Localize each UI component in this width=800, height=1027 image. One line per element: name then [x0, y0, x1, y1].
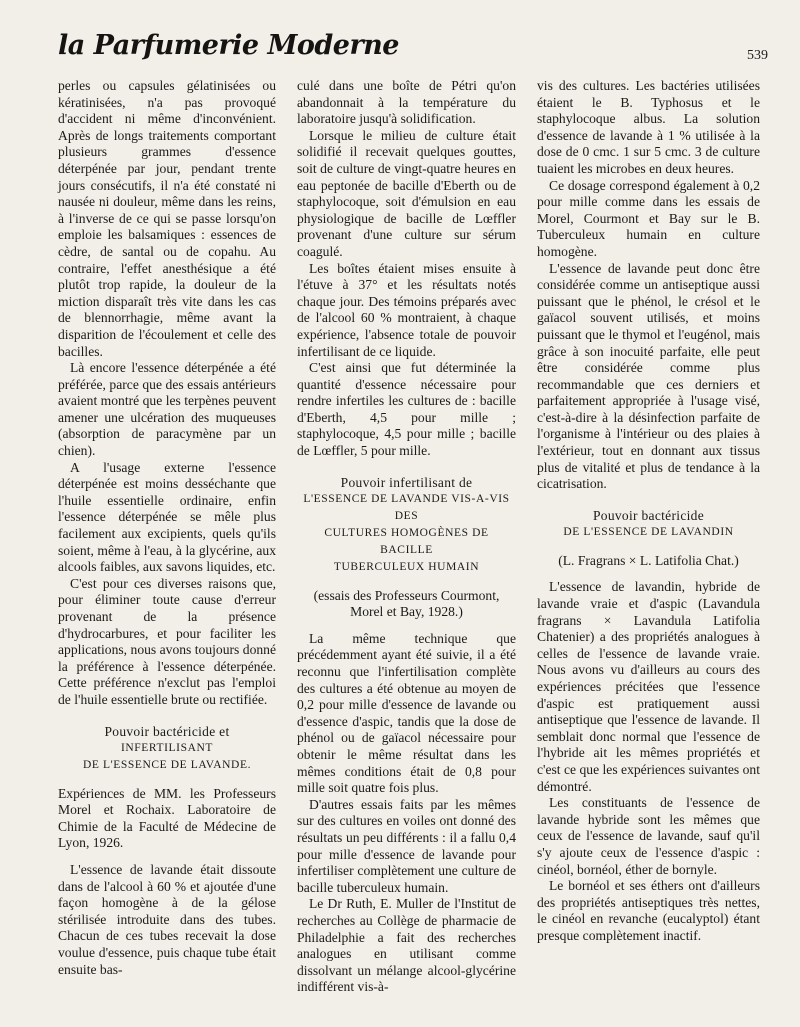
paragraph: perles ou capsules gélatinisées ou kératinisées, n'a pas provoqué d'accident ni même d'inconvénient. Après de longs traitements comportant plusieurs grammes d'essence déterpénée par jour, pendant trente jours consécutifs, il n'a été constaté ni nausée ni douleur, même dans les reins, à l'inverse de ce qui se passe lorsqu'on emploie les balsamiques : essences de cèdre, de santal ou de copahu. Au contraire, l'effet anesthésique a été plutôt trop rapide, la douleur de la miction disparaît très vite dans les cas de blennorrhagie, même avant la disparition de l'écoulement et celle des bacilles.: [58, 78, 276, 359]
heading-line: DE L'ESSENCE DE LAVANDIN: [563, 525, 734, 538]
paragraph: C'est ainsi que fut déterminée la quantité d'essence nécessaire pour rendre infertiles les cultures de : bacille d'Eberth, 4,5 pour mille ; staphylocoque, 4,5 pour mille ; bacille de Lœffler, 5 pour mille.: [297, 360, 516, 459]
paragraph: C'est pour ces diverses raisons que, pour éliminer toute cause d'erreur provenant de la présence d'hydrocarbures, et pour faciliter les applications, nous avons toujours donné la préférence à l'essence déterpénée. Cette préférence n'exclut pas l'emploi de l'huile essentielle brute ou rectifiée.: [58, 575, 276, 707]
paragraph: Les boîtes étaient mises ensuite à l'étuve à 37° et les résultats notés chaque jour. Des témoins préparés avec de l'alcool 60 % montraient, à chaque expérience, l'absence totale de pouvoir infertilisant de ce liquide.: [297, 260, 516, 359]
paragraph: Les constituants de l'essence de lavande hybride sont les mêmes que ceux de l'essence de lavande, sauf qu'il s'y ajoute ceux de l'essence d'aspic : cinéol, bornéol, éther de bornyle.: [537, 795, 760, 877]
section-heading: [297, 474, 516, 576]
heading-line: CULTURES HOMOGÈNES DE BACILLE: [324, 526, 489, 556]
paragraph: D'autres essais faits par les mêmes sur des cultures en voiles ont donné des résultats un peu différents : il a fallu 0,4 pour mille d'essence de lavande pour infertiliser complètement une culture de bacille tuberculeux humain.: [297, 796, 516, 895]
paragraph: Là encore l'essence déterpénée a été préférée, parce que des essais antérieurs avaient montré que les terpènes peuvent amener une ulcération des muqueuses (absorption de paracymène par un chien).: [58, 360, 276, 459]
masthead-logo: la Parfumerie Moderne: [58, 30, 399, 61]
paragraph: Ce dosage correspond également à 0,2 pour mille comme dans les essais de Morel, Courmont et Bay sur le B. Tuberculeux humain en culture homogène.: [537, 177, 760, 259]
paragraph: vis des cultures. Les bactéries utilisées étaient le B. Typhosus et le staphylocoque albus. La solution d'essence de lavande à 1 % utilisée à la dose de 0 cmc. 1 sur 5 cmc. 3 de culture tuaient les microbes en deux heures.: [537, 78, 760, 176]
section-heading: [537, 507, 760, 541]
experiment-reference: Expériences de MM. les Professeurs Morel et Rochaix. Laboratoire de Chimie de la Faculté de Médecine de Lyon, 1926.: [58, 785, 276, 851]
column-2: [297, 78, 516, 996]
section-heading: [58, 723, 276, 774]
paragraph: culé dans une boîte de Pétri qu'on abandonnait à la température du laboratoire jusqu'à solidification.: [297, 78, 516, 127]
heading-line: Pouvoir bactéricide et: [104, 723, 230, 739]
section-caption: [537, 553, 760, 570]
paragraph: A l'usage externe l'essence déterpénée est moins desséchante que l'huile essentielle ordinaire, enfin l'essence déterpénée se mêle plus facilement aux excipients, quels qu'ils soient, même à l'eau, à la glycérine, aux alcools faibles, aux savons liquides, etc.: [58, 459, 276, 575]
section-caption: [297, 588, 516, 621]
article-columns: [58, 78, 760, 995]
heading-line: L'ESSENCE DE LAVANDE VIS-A-VIS DES: [303, 492, 510, 522]
paragraph: Le bornéol et ses éthers ont d'ailleurs des propriétés antiseptiques très nettes, le cinéol en revanche (eucalyptol) étant presque complètement inactif.: [537, 878, 760, 943]
paragraph: Le Dr Ruth, E. Muller de l'Institut de recherches au Collège de pharmacie de Philadelphie a fait des recherches analogues en utilisant comme dissolvant un mélange alcool-glycérine indifférent vis-à-: [297, 896, 516, 995]
column-3: [537, 78, 760, 996]
paragraph: Lorsque le milieu de culture était solidifié il recevait quelques gouttes, soit de culture de vingt-quatre heures en eau peptonée de bacille d'Eberth ou de staphylocoque, soit d'émulsion en eau physiologique de bacille de Lœffler provenant d'une culture sur sérum coagulé.: [297, 127, 516, 259]
page-number: 539: [747, 48, 768, 63]
heading-line: DE L'ESSENCE DE LAVANDE.: [82, 758, 252, 771]
heading-line: Pouvoir infertilisant de: [340, 474, 473, 490]
heading-line: INFERTILISANT: [120, 741, 214, 754]
paragraph: L'essence de lavande peut donc être considérée comme un antiseptique aussi puissant que le phénol, le crésol et le gaïacol souvent utilisés, et moins puissant que le thymol et l'eugénol, mais grâce à son inocuité parfaite, elle peut être considérée comme plus recommandable que ces derniers et parfaitement appropriée à l'usage visé, c'est-à-dire à la désinfection parfaite de l'organisme à l'intérieur ou des plaies à l'extérieur, tout en donnant aux tissus plus de vitalité et plus de tendance à la cicatrisation.: [537, 260, 760, 492]
paragraph: L'essence de lavande était dissoute dans de l'alcool à 60 % et ajoutée d'une façon homogène à de la gélose stérilisée introduite dans des tubes. Chacun de ces tubes recevait la dose voulue d'essence, puis chaque tube était ensuite bas-: [58, 861, 276, 977]
caption-text: (essais des Professeurs Courmont, Morel et Bay, 1928.): [313, 587, 500, 620]
paragraph: L'essence de lavandin, hybride de lavande vraie et d'aspic (Lavandula fragrans × Lavandula Latifolia Chatenier) a des propriétés analogues à celles de l'essence de lavande vraie. Nous avons vu d'ailleurs au cours des expériences précitées que l'essence d'aspic est pratiquement aussi antiseptique que l'essence de lavande. Il semblait donc normal que l'essence de l'hybride ait les mêmes propriétés et c'est ce que les expériences suivantes ont démontré.: [537, 579, 760, 794]
paragraph: La même technique que précédemment ayant été suivie, il a été reconnu que l'infertilisation complète des cultures a été obtenue au moyen de 0,2 pour mille d'essence de lavande ou d'essence d'aspic, tandis que la dose de phénol ou de gaïacol nécessaire pour obtenir le même résultat dans les mêmes conditions était de 0,8 pour mille soit quatre fois plus.: [297, 630, 516, 796]
caption-text: (L. Fragrans × L. Latifolia Chat.): [558, 552, 739, 568]
heading-line: TUBERCULEUX HUMAIN: [333, 560, 480, 573]
column-1: [58, 78, 276, 996]
heading-line: Pouvoir bactéricide: [592, 507, 705, 523]
